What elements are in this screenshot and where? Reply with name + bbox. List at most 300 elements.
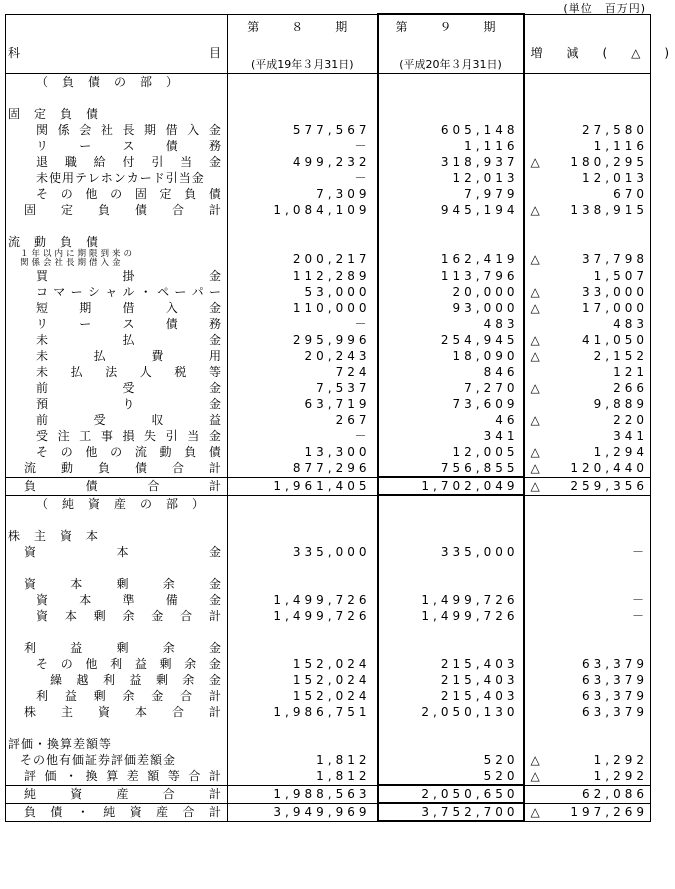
table-row (6, 672, 651, 688)
table-row (6, 688, 651, 704)
table-row (6, 74, 651, 91)
period8-value: 63,719 (228, 396, 378, 412)
table-row (6, 528, 651, 544)
row-label (6, 592, 228, 608)
diff-value (524, 803, 651, 821)
table-row (6, 186, 651, 202)
row-label (6, 396, 228, 412)
header-period9-date: (平成20年３月31日) (399, 58, 502, 71)
diff-amount: 121 (613, 365, 648, 379)
row-label-text: そ の 他 の 固 定 負 債 (36, 187, 221, 201)
period9-value: 215,403 (378, 672, 524, 688)
diff-value (524, 300, 651, 316)
row-label-text: 利 益 剰 余 金 (24, 641, 221, 655)
row-label-text: 未 払 費 用 (36, 349, 221, 363)
period8-value: 13,300 (228, 444, 378, 460)
table-row (6, 576, 651, 592)
table-row (6, 300, 651, 316)
period8-value: 1,961,405 (228, 477, 378, 495)
period8-value: 1,084,109 (228, 202, 378, 218)
table-row (6, 284, 651, 300)
row-label (6, 544, 228, 560)
table-row (6, 560, 651, 576)
row-label (6, 106, 228, 122)
row-label (6, 460, 228, 477)
row-label-text: リ ー ス 債 務 (36, 139, 221, 153)
row-label (6, 234, 228, 250)
table-row (6, 332, 651, 348)
period8-value: 112,289 (228, 268, 378, 284)
period8-value: 152,024 (228, 672, 378, 688)
row-label (6, 428, 228, 444)
period9-value: 7,979 (378, 186, 524, 202)
diff-value (524, 122, 651, 138)
diff-amount: 1,292 (593, 753, 648, 767)
period9-value: 2,050,650 (378, 785, 524, 803)
table-row (6, 736, 651, 752)
row-label-text: その他有価証券評価差額金 (20, 753, 177, 767)
row-label (6, 672, 228, 688)
row-label (6, 576, 228, 592)
period9-value: 215,403 (378, 688, 524, 704)
row-label-text: 関 係 会 社 長 期 借 入 金 (36, 123, 221, 137)
period8-value: 7,309 (228, 186, 378, 202)
unit-label: (単位 百万円) (563, 2, 646, 15)
row-label (6, 268, 228, 284)
table-row (6, 656, 651, 672)
diff-amount: 63,379 (582, 705, 648, 719)
table-row (6, 412, 651, 428)
header-diff-label: 増 減 ( △ ) (530, 45, 675, 60)
diff-value (524, 495, 651, 512)
period9-value: 113,796 (378, 268, 524, 284)
diff-value (524, 460, 651, 477)
row-label-line1: １年以内に期限到来の (20, 249, 136, 259)
row-label (6, 316, 228, 332)
table-row (6, 512, 651, 528)
table-row (6, 170, 651, 186)
row-label-text: 評 価 ・ 換 算 差 額 等 合 計 (24, 769, 221, 784)
table-row (6, 477, 651, 495)
row-label-text: 繰 越 利 益 剰 余 金 (50, 673, 221, 687)
table-row (6, 154, 651, 170)
balance-sheet-table (5, 13, 675, 822)
period8-value: 577,567 (228, 122, 378, 138)
diff-amount: 63,379 (582, 689, 648, 703)
diff-value (524, 412, 651, 428)
table-row (6, 608, 651, 624)
row-label (6, 348, 228, 364)
header-kamoku-left: 科 (8, 45, 21, 60)
period9-value: 215,403 (378, 656, 524, 672)
period9-value: 12,013 (378, 170, 524, 186)
diff-value (524, 704, 651, 720)
negative-mark: △ (530, 203, 544, 217)
period8-value: － (228, 428, 378, 444)
diff-value (524, 154, 651, 170)
negative-mark: △ (530, 349, 544, 363)
row-label (6, 300, 228, 316)
period9-value: 7,270 (378, 380, 524, 396)
row-label-text: 負 債 ・ 純 資 産 合 計 (24, 805, 221, 819)
diff-amount: － (631, 593, 648, 607)
period9-value: 254,945 (378, 332, 524, 348)
diff-value (524, 396, 651, 412)
diff-value (524, 608, 651, 624)
row-label-text: 前 受 収 益 (36, 413, 221, 427)
diff-amount: － (631, 609, 648, 623)
period9-value: 945,194 (378, 202, 524, 218)
row-label (6, 785, 228, 803)
diff-value (524, 576, 651, 592)
table-row (6, 202, 651, 218)
table-row (6, 785, 651, 803)
period9-value: 341 (378, 428, 524, 444)
diff-amount: － (631, 545, 648, 559)
period9-value: 93,000 (378, 300, 524, 316)
period8-value (228, 528, 378, 544)
row-label (6, 138, 228, 154)
negative-mark: △ (530, 805, 544, 819)
period8-value: 877,296 (228, 460, 378, 477)
diff-value (524, 688, 651, 704)
period9-value (378, 736, 524, 752)
diff-amount: 483 (613, 317, 648, 331)
table-row (6, 444, 651, 460)
row-label-text: 資 本 金 (24, 545, 221, 559)
table-row (6, 348, 651, 364)
row-label-text: 株 主 資 本 (8, 529, 100, 543)
period8-value: 53,000 (228, 284, 378, 300)
row-label-text: 利 益 剰 余 金 合 計 (36, 689, 221, 703)
diff-value (524, 656, 651, 672)
diff-amount: 41,050 (582, 333, 648, 347)
period8-value (228, 576, 378, 592)
negative-mark: △ (530, 252, 544, 266)
header-period8-date: (平成19年３月31日) (250, 57, 354, 71)
header-period9-title: 第 ９ 期 (395, 20, 506, 34)
row-label (6, 202, 228, 218)
diff-amount: 1,292 (593, 769, 648, 784)
header-period8-title: 第 ８ 期 (247, 19, 358, 34)
row-label (6, 332, 228, 348)
diff-value (524, 234, 651, 250)
negative-mark: △ (530, 461, 544, 476)
diff-value (524, 444, 651, 460)
row-label (6, 803, 228, 821)
row-label (6, 380, 228, 396)
negative-mark: △ (530, 333, 544, 347)
header-kamoku-right: 目 (208, 45, 221, 60)
diff-value (524, 477, 651, 495)
table-row (6, 624, 651, 640)
row-label-text: 純 資 産 合 計 (24, 787, 221, 801)
period8-value: － (228, 138, 378, 154)
row-label (6, 640, 228, 656)
period9-value: 756,855 (378, 460, 524, 477)
diff-amount: 1,294 (593, 445, 648, 459)
period9-value: 605,148 (378, 122, 524, 138)
row-label (6, 250, 228, 268)
period8-value: 152,024 (228, 656, 378, 672)
row-label-text: 負 債 合 計 (24, 479, 221, 493)
row-label-text: 資 本 準 備 金 (36, 593, 221, 607)
row-label-text: （ 純 資 産 の 部 ） (36, 496, 206, 511)
period9-value: 335,000 (378, 544, 524, 560)
row-label-text: 評価・換算差額等 (8, 737, 113, 751)
table-row (6, 316, 651, 332)
period9-value (378, 576, 524, 592)
period8-value: 267 (228, 412, 378, 428)
period8-value: 335,000 (228, 544, 378, 560)
table-row (6, 396, 651, 412)
row-label (6, 364, 228, 380)
row-label-text: 資 本 剰 余 金 合 計 (36, 609, 221, 623)
table-row (6, 218, 651, 234)
table-row (6, 544, 651, 560)
diff-value (524, 528, 651, 544)
row-label-text: 流 動 負 債 (8, 235, 100, 249)
negative-mark: △ (530, 753, 544, 767)
diff-value (524, 284, 651, 300)
diff-value (524, 785, 651, 803)
table-row (6, 380, 651, 396)
row-label-text: 固 定 負 債 (8, 107, 100, 121)
negative-mark: △ (530, 479, 544, 493)
table-row (6, 704, 651, 720)
row-label-text: そ の 他 の 流 動 負 債 (36, 445, 221, 459)
period9-value: 12,005 (378, 444, 524, 460)
period9-value: 1,499,726 (378, 592, 524, 608)
table-header (6, 14, 651, 74)
row-label (6, 768, 228, 785)
row-label (6, 284, 228, 300)
diff-amount: 180,295 (570, 155, 648, 169)
diff-value (524, 250, 651, 268)
period8-value (228, 234, 378, 250)
period8-value: 1,499,726 (228, 592, 378, 608)
row-label-text: そ の 他 利 益 剰 余 金 (36, 657, 221, 671)
row-label (6, 444, 228, 460)
row-label-text: 買 掛 金 (36, 269, 221, 283)
row-label (6, 154, 228, 170)
period8-value: 1,499,726 (228, 608, 378, 624)
period9-value: 2,050,130 (378, 704, 524, 720)
diff-amount: 37,798 (582, 252, 648, 266)
row-label (6, 688, 228, 704)
row-label (6, 495, 228, 512)
table-row (6, 428, 651, 444)
row-label (6, 74, 228, 91)
row-label (6, 186, 228, 202)
diff-value (524, 74, 651, 91)
table-row (6, 592, 651, 608)
row-label-text: 固 定 負 債 合 計 (24, 203, 221, 217)
diff-value (524, 332, 651, 348)
row-label-text: 前 受 金 (36, 381, 221, 395)
table-row (6, 364, 651, 380)
diff-value (524, 316, 651, 332)
period9-value (378, 234, 524, 250)
table-row (6, 495, 651, 512)
row-label (6, 752, 228, 768)
row-label (6, 122, 228, 138)
negative-mark: △ (530, 155, 544, 169)
row-label (6, 477, 228, 495)
diff-value (524, 186, 651, 202)
period8-value: 20,243 (228, 348, 378, 364)
row-label-text: 株 主 資 本 合 計 (24, 705, 221, 719)
diff-value (524, 106, 651, 122)
table-row (6, 234, 651, 250)
period8-value: 724 (228, 364, 378, 380)
period9-value: 1,702,049 (378, 477, 524, 495)
table-row (6, 90, 651, 106)
table-row (6, 250, 651, 268)
row-label (6, 170, 228, 186)
period9-value (378, 528, 524, 544)
negative-mark: △ (530, 445, 544, 459)
diff-amount: 341 (613, 429, 648, 443)
period9-value: 20,000 (378, 284, 524, 300)
period9-value: 73,609 (378, 396, 524, 412)
period9-value: 483 (378, 316, 524, 332)
table-row (6, 640, 651, 656)
row-label-text: 短 期 借 入 金 (36, 301, 221, 315)
period8-value (228, 736, 378, 752)
row-label-text: 受 注 工 事 損 失 引 当 金 (36, 429, 221, 443)
table-row (6, 460, 651, 477)
table-row (6, 122, 651, 138)
diff-value (524, 138, 651, 154)
period8-value: 3,949,969 (228, 803, 378, 821)
period9-value: 1,499,726 (378, 608, 524, 624)
period9-value: 520 (378, 768, 524, 785)
row-label (6, 608, 228, 624)
diff-amount: 120,440 (570, 461, 648, 476)
table-row (6, 138, 651, 154)
table-row (6, 752, 651, 768)
table-row (6, 106, 651, 122)
period8-value: － (228, 170, 378, 186)
diff-value (524, 592, 651, 608)
period8-value: 1,812 (228, 752, 378, 768)
period8-value: 1,986,751 (228, 704, 378, 720)
negative-mark: △ (530, 413, 544, 427)
period8-value: 1,988,563 (228, 785, 378, 803)
period9-value: 46 (378, 412, 524, 428)
period9-value (378, 106, 524, 122)
diff-value (524, 380, 651, 396)
header-period9 (378, 14, 524, 74)
table-row (6, 720, 651, 736)
header-diff (524, 14, 675, 74)
row-label-text: 未 払 金 (36, 333, 221, 347)
diff-value (524, 268, 651, 284)
negative-mark: △ (530, 285, 544, 299)
row-label-text: コ マ ー シ ャ ル ・ ペ ー パ ー (36, 285, 221, 299)
diff-amount: 17,000 (582, 301, 648, 315)
period9-value (378, 640, 524, 656)
period8-value: 499,232 (228, 154, 378, 170)
period8-value: 110,000 (228, 300, 378, 316)
diff-amount: 27,580 (582, 123, 648, 137)
negative-mark: △ (530, 769, 544, 784)
row-label (6, 656, 228, 672)
header-kamoku (6, 14, 228, 74)
period9-value: 18,090 (378, 348, 524, 364)
period8-value: － (228, 316, 378, 332)
row-label-text: 流 動 負 債 合 計 (24, 461, 221, 476)
diff-value (524, 672, 651, 688)
period9-value: 3,752,700 (378, 803, 524, 821)
diff-amount: 220 (613, 413, 648, 427)
row-label-line2: 関係会社長期借入金 (20, 258, 124, 268)
table-row (6, 768, 651, 785)
negative-mark: △ (530, 301, 544, 315)
period9-value: 846 (378, 364, 524, 380)
diff-amount: 1,507 (593, 269, 648, 283)
row-label-text: 未使用テレホンカード引当金 (36, 171, 205, 185)
diff-amount: 266 (613, 381, 648, 395)
diff-amount: 62,086 (582, 787, 648, 801)
row-label-text: 資 本 剰 余 金 (24, 577, 221, 591)
row-label-text: （ 負 債 の 部 ） (36, 75, 180, 89)
header-period8 (228, 14, 378, 74)
table-row (6, 803, 651, 821)
period8-value: 152,024 (228, 688, 378, 704)
diff-amount: 9,889 (593, 397, 648, 411)
diff-value (524, 364, 651, 380)
table-row (6, 268, 651, 284)
diff-amount: 197,269 (570, 805, 648, 819)
diff-amount: 670 (613, 187, 648, 201)
period9-value: 520 (378, 752, 524, 768)
diff-value (524, 640, 651, 656)
diff-value (524, 736, 651, 752)
row-label-text: 未 払 法 人 税 等 (36, 365, 221, 379)
diff-amount: 63,379 (582, 673, 648, 687)
period9-value: 318,937 (378, 154, 524, 170)
row-label-text: 預 り 金 (36, 397, 221, 411)
diff-amount: 2,152 (593, 349, 648, 363)
diff-value (524, 348, 651, 364)
negative-mark: △ (530, 381, 544, 395)
row-label (6, 528, 228, 544)
period8-value: 7,537 (228, 380, 378, 396)
diff-amount: 63,379 (582, 657, 648, 671)
row-label-text: 退 職 給 付 引 当 金 (36, 155, 221, 169)
diff-value (524, 170, 651, 186)
period8-value (228, 495, 378, 512)
row-label (6, 412, 228, 428)
diff-amount: 12,013 (582, 171, 648, 185)
period8-value (228, 640, 378, 656)
diff-amount: 259,356 (570, 479, 648, 493)
period8-value: 295,996 (228, 332, 378, 348)
period8-value (228, 74, 378, 91)
row-label (6, 736, 228, 752)
diff-amount: 138,915 (570, 203, 648, 217)
diff-value (524, 544, 651, 560)
diff-value (524, 752, 651, 768)
period9-value (378, 74, 524, 91)
diff-value (524, 428, 651, 444)
diff-value (524, 768, 651, 785)
period8-value: 1,812 (228, 768, 378, 785)
period8-value (228, 106, 378, 122)
period9-value (378, 495, 524, 512)
